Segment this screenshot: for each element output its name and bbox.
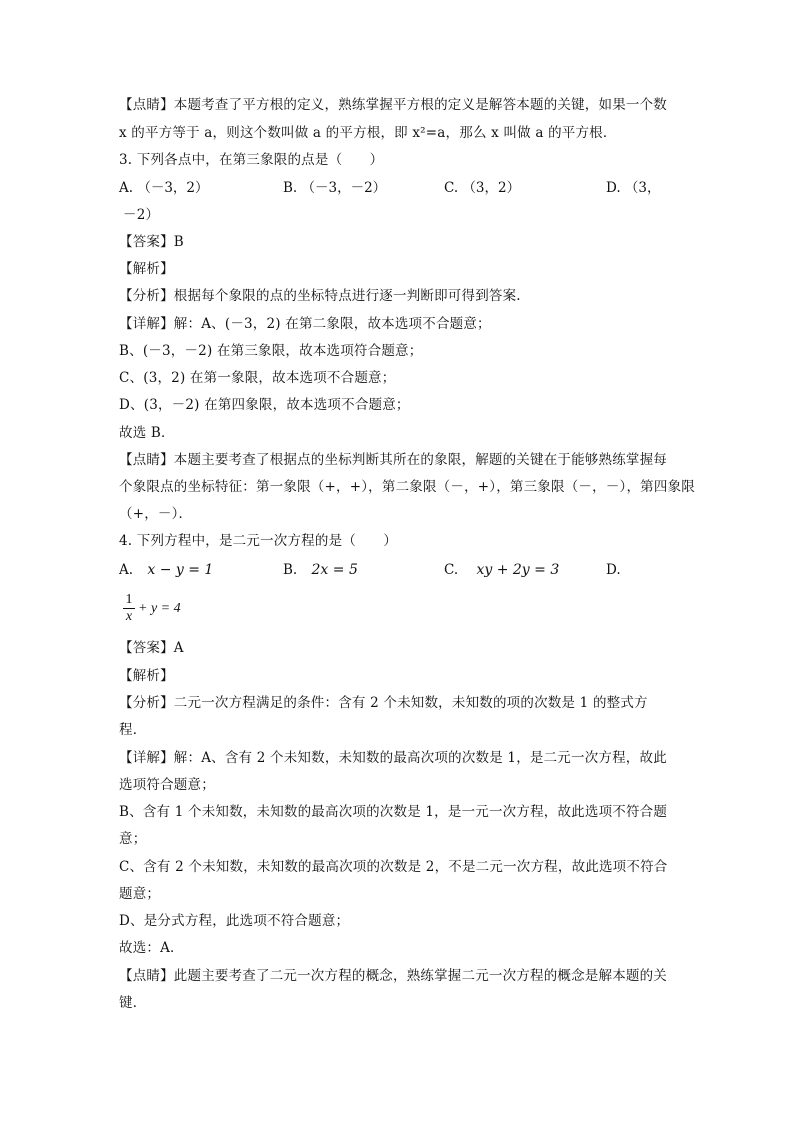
text-line: 意； <box>119 831 147 847</box>
text-line: 个象限点的坐标特征：第一象限（+，+），第二象限（－，+），第三象限（－，－），第四象限 <box>119 479 695 495</box>
q4-option-c-expr: xy + 2y = 3 <box>476 562 560 578</box>
text-line: 【分析】根据每个象限的点的坐标特点进行逐一判断即可得到答案. <box>119 288 521 304</box>
q3-option-c: C. （3，2） <box>444 180 521 196</box>
q4-option-a <box>119 560 213 580</box>
fraction-denominator: x <box>125 609 133 624</box>
q3-option-d-cont: －2） <box>123 207 160 223</box>
q4-option-a-expr: x − y = 1 <box>147 562 214 578</box>
text-line: D、(3，－2) 在第四象限，故本选项不合题意； <box>119 397 410 413</box>
text-line: 【点睛】本题主要考查了根据点的坐标判断其所在的象限，解题的关键在于能够熟练掌握每 <box>119 452 667 468</box>
text-line: B、(－3，－2) 在第三象限，故本选项符合题意； <box>119 343 423 359</box>
q4-option-d: D. <box>606 562 621 578</box>
text-line: x 的平方等于 a，则这个数叫做 a 的平方根，即 x²=a，那么 x 叫做 a 的平方根． <box>119 125 617 141</box>
analysis-label: 【解析】 <box>119 261 174 277</box>
q4-option-d-expr: + y = 4 <box>138 601 181 616</box>
q4-option-c-label: C. <box>444 562 459 578</box>
q4-option-d-fraction <box>121 592 137 625</box>
text-line: 【点睛】此题主要考查了二元一次方程的概念，熟练掌握二元一次方程的概念是解本题的关 <box>119 968 667 984</box>
q3-option-b: B. （－3，－2） <box>283 180 387 196</box>
text-line: 故选：A． <box>119 940 184 956</box>
answer-label: 【答案】A <box>119 640 184 656</box>
q3-option-a: A. （－3，2） <box>119 180 209 196</box>
text-line: 键． <box>119 995 147 1011</box>
q4-option-c <box>444 560 559 580</box>
q4-option-b-label: B. <box>283 562 298 578</box>
text-line: 【详解】解：A、含有 2 个未知数，未知数的最高次项的次数是 1，是二元一次方程，故此 <box>119 750 667 766</box>
q4-option-b-expr: 2x = 5 <box>311 562 358 578</box>
text-line: 故选 B． <box>119 425 175 441</box>
analysis-label: 【解析】 <box>119 668 174 684</box>
text-line: 题意； <box>119 886 161 902</box>
question-4-stem: 4. 下列方程中，是二元一次方程的是（ ） <box>119 533 398 549</box>
text-line: 程． <box>119 722 147 738</box>
text-line: 选项符合题意； <box>119 777 215 793</box>
text-line: 【详解】解：A、(－3，2) 在第二象限，故本选项不合题意； <box>119 316 491 332</box>
text-line: B、含有 1 个未知数，未知数的最高次项的次数是 1，是一元一次方程，故此选项不符合题 <box>119 804 668 820</box>
text-line: C、含有 2 个未知数，未知数的最高次项的次数是 2，不是二元一次方程，故此选项不符合 <box>119 859 668 875</box>
text-line: 【分析】二元一次方程满足的条件：含有 2 个未知数，未知数的项的次数是 1 的整式方 <box>119 695 648 711</box>
text-line: D、是分式方程，此选项不符合题意； <box>119 913 350 929</box>
answer-label: 【答案】B <box>119 234 184 250</box>
q4-option-b <box>283 560 358 580</box>
question-3-stem: 3. 下列各点中，在第三象限的点是（ ） <box>119 152 384 168</box>
q3-option-d: D. （3， <box>606 180 661 196</box>
q4-option-a-label: A. <box>119 562 134 578</box>
text-line: 【点睛】本题考查了平方根的定义，熟练掌握平方根的定义是解答本题的关键，如果一个数 <box>119 97 667 113</box>
text-line: （+，－）． <box>119 506 193 522</box>
text-line: C、(3，2) 在第一象限，故本选项不合题意； <box>119 370 396 386</box>
fraction-numerator: 1 <box>125 592 133 607</box>
